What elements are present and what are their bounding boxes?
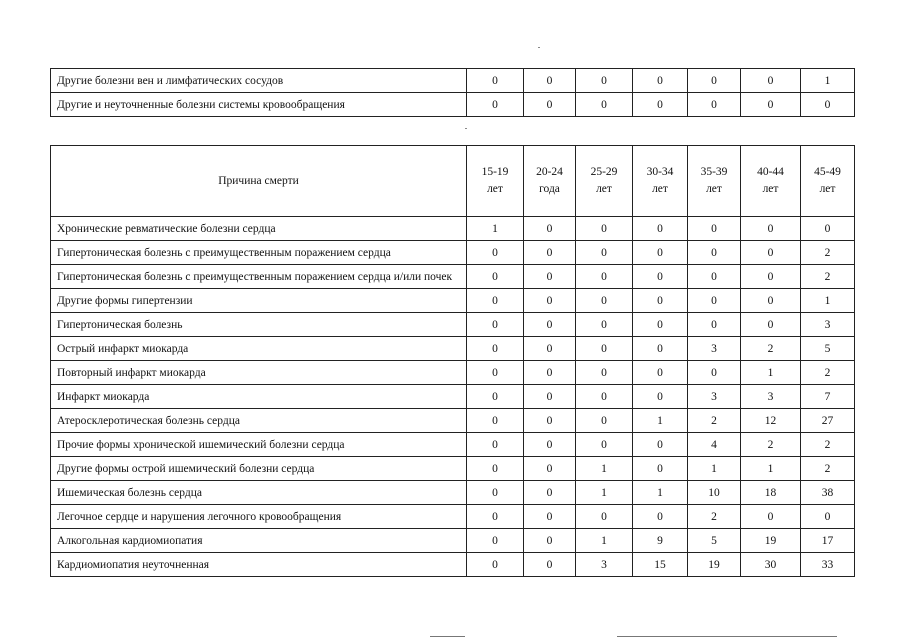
table-row xyxy=(51,385,855,409)
table-row xyxy=(51,481,855,505)
table-row xyxy=(51,93,855,117)
value-cell: 0 xyxy=(467,241,524,265)
mortality-table xyxy=(50,145,855,577)
value-cell: 1 xyxy=(633,481,688,505)
table-continued-part xyxy=(50,68,855,117)
value-cell: 0 xyxy=(801,93,855,117)
value-cell: 0 xyxy=(576,337,633,361)
value-cell: 0 xyxy=(467,361,524,385)
age-unit: лет xyxy=(706,183,722,195)
value-cell: 2 xyxy=(688,505,741,529)
value-cell: 5 xyxy=(801,337,855,361)
value-cell: 1 xyxy=(576,457,633,481)
value-cell: 3 xyxy=(576,553,633,577)
scan-speck xyxy=(538,47,540,48)
value-cell: 0 xyxy=(741,289,801,313)
table-row xyxy=(51,457,855,481)
age-unit: лет xyxy=(762,183,779,195)
value-cell: 2 xyxy=(801,241,855,265)
table-header-row xyxy=(51,146,855,217)
value-cell: 1 xyxy=(688,457,741,481)
value-cell: 0 xyxy=(524,337,576,361)
value-cell: 0 xyxy=(467,481,524,505)
table-row xyxy=(51,69,855,93)
value-cell: 7 xyxy=(801,385,855,409)
value-cell: 4 xyxy=(688,433,741,457)
cause-cell: Алкогольная кардиомиопатия xyxy=(51,529,467,553)
age-unit: года xyxy=(539,183,560,195)
column-header-age xyxy=(688,146,741,217)
value-cell: 0 xyxy=(467,313,524,337)
value-cell: 0 xyxy=(524,529,576,553)
value-cell: 0 xyxy=(576,385,633,409)
cause-cell: Гипертоническая болезнь с преимущественным поражением сердца xyxy=(51,241,467,265)
value-cell: 0 xyxy=(576,505,633,529)
value-cell: 3 xyxy=(688,337,741,361)
value-cell: 0 xyxy=(524,241,576,265)
value-cell: 0 xyxy=(524,409,576,433)
value-cell: 0 xyxy=(688,265,741,289)
age-range: 45-49 xyxy=(814,166,841,178)
age-unit: лет xyxy=(652,183,668,195)
value-cell: 0 xyxy=(467,69,524,93)
value-cell: 0 xyxy=(576,241,633,265)
value-cell: 12 xyxy=(741,409,801,433)
column-header-age xyxy=(524,146,576,217)
value-cell: 0 xyxy=(467,93,524,117)
value-cell: 0 xyxy=(467,289,524,313)
table-row xyxy=(51,505,855,529)
value-cell: 1 xyxy=(633,409,688,433)
value-cell: 0 xyxy=(467,409,524,433)
value-cell: 0 xyxy=(633,337,688,361)
value-cell: 19 xyxy=(688,553,741,577)
value-cell: 0 xyxy=(741,241,801,265)
value-cell: 3 xyxy=(741,385,801,409)
value-cell: 0 xyxy=(524,553,576,577)
value-cell: 0 xyxy=(524,217,576,241)
cause-cell: Хронические ревматические болезни сердца xyxy=(51,217,467,241)
value-cell: 0 xyxy=(467,529,524,553)
value-cell: 0 xyxy=(688,313,741,337)
value-cell: 0 xyxy=(467,337,524,361)
value-cell: 0 xyxy=(524,385,576,409)
value-cell: 27 xyxy=(801,409,855,433)
value-cell: 0 xyxy=(576,93,633,117)
table-row xyxy=(51,529,855,553)
table-row xyxy=(51,553,855,577)
cause-cell: Прочие формы хронической ишемический болезни сердца xyxy=(51,433,467,457)
value-cell: 0 xyxy=(524,457,576,481)
value-cell: 3 xyxy=(801,313,855,337)
cause-cell: Повторный инфаркт миокарда xyxy=(51,361,467,385)
value-cell: 0 xyxy=(741,265,801,289)
table2-body xyxy=(51,217,855,577)
scan-speck xyxy=(465,128,467,129)
value-cell: 1 xyxy=(801,289,855,313)
cause-cell: Инфаркт миокарда xyxy=(51,385,467,409)
value-cell: 0 xyxy=(741,313,801,337)
value-cell: 0 xyxy=(688,241,741,265)
value-cell: 0 xyxy=(467,433,524,457)
value-cell: 0 xyxy=(576,69,633,93)
cause-cell: Другие и неуточненные болезни системы кровообращения xyxy=(51,93,467,117)
value-cell: 0 xyxy=(467,385,524,409)
value-cell: 0 xyxy=(741,217,801,241)
value-cell: 0 xyxy=(524,361,576,385)
value-cell: 15 xyxy=(633,553,688,577)
value-cell: 0 xyxy=(801,217,855,241)
value-cell: 0 xyxy=(633,289,688,313)
value-cell: 19 xyxy=(741,529,801,553)
cause-cell: Другие формы гипертензии xyxy=(51,289,467,313)
value-cell: 0 xyxy=(524,93,576,117)
value-cell: 0 xyxy=(524,313,576,337)
value-cell: 33 xyxy=(801,553,855,577)
age-range: 40-44 xyxy=(757,166,784,178)
value-cell: 0 xyxy=(576,289,633,313)
value-cell: 0 xyxy=(633,265,688,289)
value-cell: 0 xyxy=(741,505,801,529)
age-range: 20-24 xyxy=(536,166,563,178)
value-cell: 0 xyxy=(524,69,576,93)
value-cell: 0 xyxy=(741,69,801,93)
scan-edge-line xyxy=(617,636,837,637)
value-cell: 0 xyxy=(633,457,688,481)
value-cell: 3 xyxy=(688,385,741,409)
table-row xyxy=(51,217,855,241)
table-row xyxy=(51,289,855,313)
value-cell: 0 xyxy=(467,505,524,529)
value-cell: 0 xyxy=(524,505,576,529)
age-range: 35-39 xyxy=(700,166,728,178)
column-header-cause: Причина смерти xyxy=(51,146,467,217)
age-unit: лет xyxy=(487,183,503,195)
table-row xyxy=(51,241,855,265)
value-cell: 38 xyxy=(801,481,855,505)
cause-cell: Гипертоническая болезнь с преимущественным поражением сердца и/или почек xyxy=(51,265,467,289)
value-cell: 0 xyxy=(741,93,801,117)
value-cell: 0 xyxy=(688,93,741,117)
value-cell: 0 xyxy=(467,457,524,481)
cause-cell: Гипертоническая болезнь xyxy=(51,313,467,337)
value-cell: 2 xyxy=(801,457,855,481)
table-row xyxy=(51,409,855,433)
cause-cell: Ишемическая болезнь сердца xyxy=(51,481,467,505)
age-range: 30-34 xyxy=(646,166,674,178)
value-cell: 0 xyxy=(576,265,633,289)
value-cell: 0 xyxy=(633,241,688,265)
value-cell: 0 xyxy=(633,217,688,241)
table-row xyxy=(51,313,855,337)
age-range: 15-19 xyxy=(481,166,509,178)
value-cell: 2 xyxy=(801,361,855,385)
value-cell: 1 xyxy=(467,217,524,241)
table-row xyxy=(51,361,855,385)
value-cell: 0 xyxy=(633,313,688,337)
value-cell: 1 xyxy=(576,481,633,505)
table-row xyxy=(51,433,855,457)
cause-cell: Острый инфаркт миокарда xyxy=(51,337,467,361)
value-cell: 1 xyxy=(741,361,801,385)
age-unit: лет xyxy=(819,183,836,195)
value-cell: 0 xyxy=(467,553,524,577)
value-cell: 1 xyxy=(801,69,855,93)
value-cell: 2 xyxy=(801,433,855,457)
value-cell: 0 xyxy=(633,361,688,385)
value-cell: 0 xyxy=(576,313,633,337)
value-cell: 2 xyxy=(801,265,855,289)
cause-cell: Атеросклеротическая болезнь сердца xyxy=(51,409,467,433)
value-cell: 0 xyxy=(801,505,855,529)
value-cell: 0 xyxy=(576,361,633,385)
value-cell: 0 xyxy=(688,289,741,313)
value-cell: 2 xyxy=(741,433,801,457)
value-cell: 0 xyxy=(467,265,524,289)
value-cell: 0 xyxy=(576,409,633,433)
value-cell: 0 xyxy=(524,433,576,457)
value-cell: 0 xyxy=(524,265,576,289)
column-header-age xyxy=(633,146,688,217)
cause-cell: Легочное сердце и нарушения легочного кровообращения xyxy=(51,505,467,529)
value-cell: 1 xyxy=(576,529,633,553)
cause-cell: Другие болезни вен и лимфатических сосудов xyxy=(51,69,467,93)
value-cell: 0 xyxy=(633,93,688,117)
value-cell: 30 xyxy=(741,553,801,577)
value-cell: 2 xyxy=(741,337,801,361)
column-header-age xyxy=(576,146,633,217)
value-cell: 0 xyxy=(688,217,741,241)
age-range: 25-29 xyxy=(590,166,618,178)
cause-cell: Кардиомиопатия неуточненная xyxy=(51,553,467,577)
column-header-age xyxy=(741,146,801,217)
value-cell: 0 xyxy=(576,433,633,457)
value-cell: 0 xyxy=(688,361,741,385)
value-cell: 0 xyxy=(633,69,688,93)
table-row xyxy=(51,337,855,361)
value-cell: 2 xyxy=(688,409,741,433)
value-cell: 0 xyxy=(688,69,741,93)
value-cell: 9 xyxy=(633,529,688,553)
age-unit: лет xyxy=(596,183,612,195)
value-cell: 17 xyxy=(801,529,855,553)
value-cell: 0 xyxy=(633,385,688,409)
column-header-age xyxy=(801,146,855,217)
value-cell: 5 xyxy=(688,529,741,553)
scan-edge-line xyxy=(430,636,465,637)
value-cell: 18 xyxy=(741,481,801,505)
value-cell: 0 xyxy=(633,433,688,457)
cause-cell: Другие формы острой ишемический болезни сердца xyxy=(51,457,467,481)
value-cell: 0 xyxy=(524,289,576,313)
value-cell: 0 xyxy=(576,217,633,241)
table1-body xyxy=(51,69,855,117)
column-header-age xyxy=(467,146,524,217)
value-cell: 10 xyxy=(688,481,741,505)
value-cell: 0 xyxy=(524,481,576,505)
value-cell: 1 xyxy=(741,457,801,481)
table-row xyxy=(51,265,855,289)
value-cell: 0 xyxy=(633,505,688,529)
